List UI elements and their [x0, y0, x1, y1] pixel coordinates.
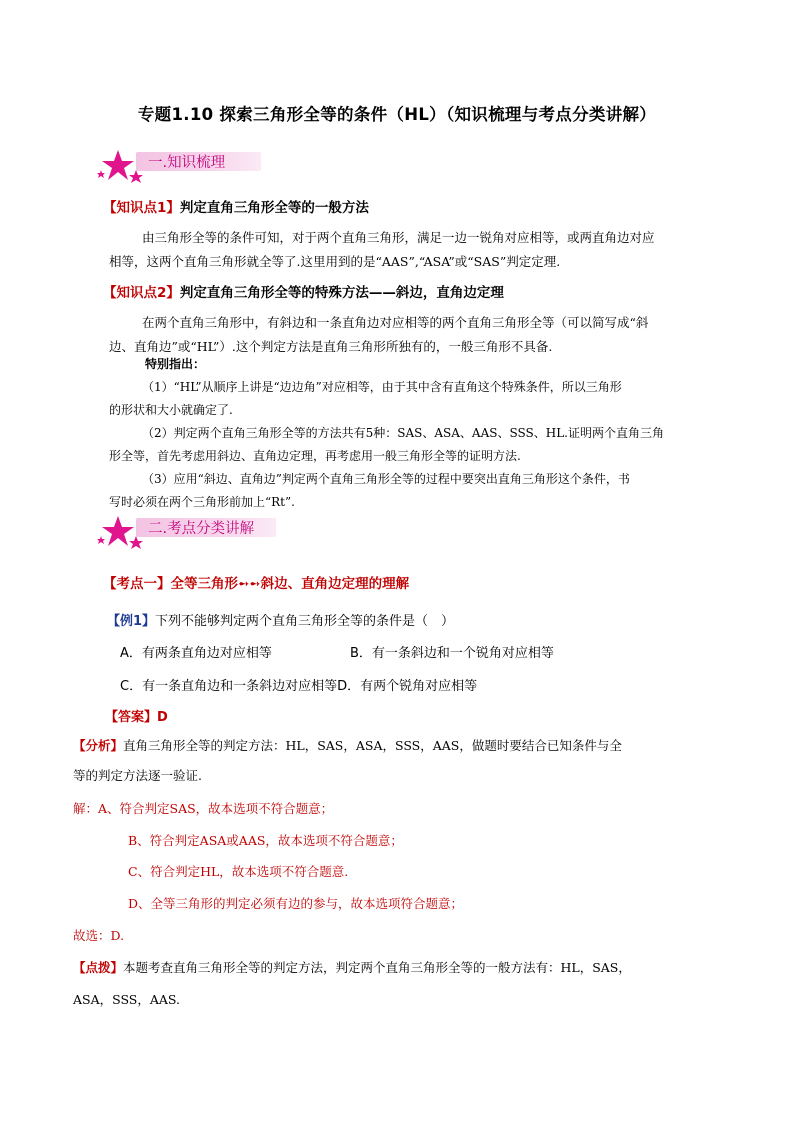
knowledge-point-1-heading	[103, 196, 369, 216]
option-c	[120, 675, 477, 694]
knowledge-point-2-text	[109, 311, 648, 359]
analysis-line: 等的判定方法逐一验证.	[73, 768, 202, 783]
knowledge-tag: 【知识点2】	[103, 285, 180, 301]
section-title: 一.知识梳理	[148, 155, 226, 171]
knowledge-heading: 判定直角三角形全等的特殊方法——斜边，直角边定理	[179, 285, 504, 301]
answer	[105, 706, 168, 725]
option-d-text: D．有两个锐角对应相等	[337, 679, 478, 694]
answer-tag: 【答案】	[105, 710, 158, 725]
note-line: （1）“HL”从顺序上讲是“边边角”对应相等，由于其中含有直角这个特殊条件，所以三角形	[142, 380, 622, 394]
option-c-text: C．有一条直角边和一条斜边对应相等	[120, 679, 338, 694]
paragraph-line: 边、直角边”或“HL”）.这个判定方法是直角三角形所独有的，一般三角形不具备.	[109, 339, 553, 354]
solution-line: 故选：D.	[73, 928, 125, 943]
star-icon	[96, 514, 156, 554]
analysis	[73, 736, 622, 786]
question-text: 下列不能够判定两个直角三角形全等的条件是（ ）	[155, 614, 455, 629]
solution-line: B、符合判定ASA或AAS，故本选项不符合题意；	[128, 833, 403, 848]
exam-point-heading: 全等三角形➻➻斜边、直角边定理的理解	[170, 576, 410, 592]
star-icon	[96, 148, 156, 188]
analysis-line: 直角三角形全等的判定方法：HL，SAS，ASA，SSS，AAS，做题时要结合已知条件与全	[123, 738, 622, 753]
tip	[73, 958, 631, 1010]
tip-line: ASA，SSS，AAS.	[73, 992, 181, 1007]
tip-tag: 【点拨】	[73, 960, 124, 975]
note-line: 的形状和大小就确定了.	[109, 403, 233, 417]
section-title: 二.考点分类讲解	[148, 521, 255, 537]
note-line: 写时必须在两个三角形前加上“Rt”.	[109, 495, 295, 509]
paragraph-line: 在两个直角三角形中，有斜边和一条直角边对应相等的两个直角三角形全等（可以简写成“斜	[142, 315, 649, 330]
example-tag: 【例1】	[107, 614, 156, 629]
note-line: 形全等，首先考虑用斜边、直角边定理，再考虑用一般三角形全等的证明方法.	[109, 449, 521, 463]
option-a: A．有两条直角边对应相等	[120, 646, 272, 661]
special-notes	[109, 353, 664, 514]
knowledge-point-1-text	[109, 226, 655, 274]
analysis-tag: 【分析】	[73, 738, 124, 753]
note-line: （2）判定两个直角三角形全等的方法共有5种：SAS、ASA、AAS、SSS、HL.证明两个直角三角	[142, 426, 664, 440]
page-title: 专题1.10 探索三角形全等的条件（HL）（知识梳理与考点分类讲解）	[137, 105, 657, 124]
tip-line: 本题考查直角三角形全等的判定方法，判定两个直角三角形全等的一般方法有：HL，SAS，	[123, 960, 631, 975]
paragraph-line: 相等，这两个直角三角形就全等了.这里用到的是“AAS”,“ASA”或“SAS”判定定理.	[109, 254, 561, 269]
knowledge-heading: 判定直角三角形全等的一般方法	[179, 200, 369, 216]
solution-line: C、符合判定HL，故本选项不符合题意.	[128, 864, 349, 879]
section-header-exam-points	[96, 514, 296, 540]
answer-value: D	[157, 710, 168, 725]
example-question	[107, 610, 454, 629]
solution-line: D、全等三角形的判定必须有边的参与，故本选项符合题意；	[128, 896, 464, 911]
exam-point-tag: 【考点一】	[103, 576, 171, 592]
solution-line: 解：A、符合判定SAS，故本选项不符合题意；	[73, 801, 334, 816]
note-line: （3）应用“斜边、直角边”判定两个直角三角形全等的过程中要突出直角三角形这个条件，书	[142, 472, 630, 486]
section-header-knowledge	[96, 148, 276, 174]
note-title: 特别指出：	[145, 357, 206, 371]
knowledge-point-2-heading	[103, 281, 504, 301]
paragraph-line: 由三角形全等的条件可知，对于两个直角三角形，满足一边一锐角对应相等，或两直角边对应	[142, 230, 655, 245]
exam-point-1-heading	[103, 572, 409, 592]
knowledge-tag: 【知识点1】	[103, 200, 180, 216]
option-b: B．有一条斜边和一个锐角对应相等	[350, 646, 554, 661]
